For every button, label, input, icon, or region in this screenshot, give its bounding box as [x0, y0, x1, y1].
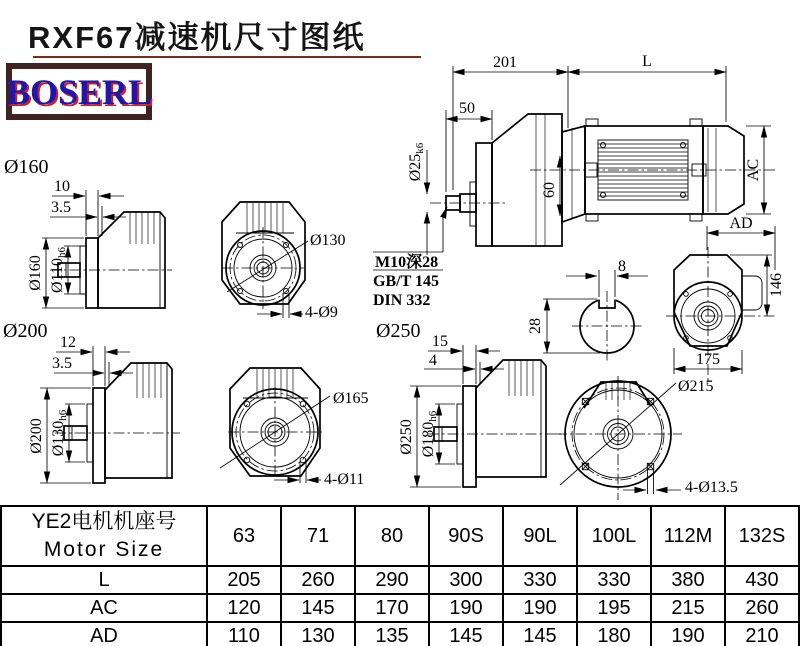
- motor-flange-mount-view: [556, 376, 738, 500]
- bolt-circle-215-label: Ø215: [678, 378, 714, 395]
- flange250-side-view: [376, 320, 562, 487]
- col-header: 90L: [503, 506, 577, 566]
- dim-146-label: 146: [768, 273, 785, 297]
- table-cell: 195: [577, 594, 651, 622]
- header-line-en: Motor Size: [43, 538, 165, 561]
- flange250-dim15-label: 15: [432, 333, 448, 350]
- table-row-AC: [1, 594, 799, 622]
- flange200-label: Ø200: [3, 320, 48, 342]
- header-line-cn: YE2电机机座号: [31, 509, 177, 533]
- table-row-L: [1, 566, 799, 594]
- shaft-dia-label: Ø25k6: [407, 142, 426, 182]
- dim-ad-label: AD: [729, 215, 753, 232]
- dim-l-label: L: [642, 53, 652, 70]
- dim-175-label: 175: [696, 351, 720, 368]
- page-title: RXF67减速机尺寸图纸: [28, 20, 366, 55]
- table-cell: 430: [725, 566, 799, 594]
- flange200-dim35-label: 3.5: [52, 355, 72, 372]
- key-width-label: 8: [618, 258, 626, 275]
- flange200-dim12-label: 12: [60, 334, 76, 351]
- table-row-AD: [1, 622, 799, 646]
- table-cell: 145: [503, 622, 577, 646]
- table-cell: 260: [281, 566, 355, 594]
- flange160-side-view: [4, 156, 172, 308]
- flange160-dim35-label: 3.5: [51, 199, 71, 216]
- flange200-outer-label: Ø200: [28, 418, 45, 454]
- table-cell: 145: [281, 594, 355, 622]
- dim-ac-label: AC: [745, 158, 762, 182]
- shaft-key-section: [527, 258, 648, 361]
- logo-text: BOSERL: [5, 71, 153, 112]
- gearmotor-side-view: [407, 53, 775, 255]
- table-cell: 120: [207, 594, 281, 622]
- table-cell: 380: [651, 566, 725, 594]
- flange200-front-view: [220, 368, 369, 488]
- shaft-thread-note: [373, 207, 447, 309]
- col-header: 63: [207, 506, 281, 566]
- table-cell: 205: [207, 566, 281, 594]
- holes-13-5-label: 4-Ø13.5: [685, 479, 738, 496]
- row-label: AD: [1, 622, 207, 646]
- flange200-spigot-label: Ø130h6: [50, 409, 69, 457]
- table-cell: 145: [429, 622, 503, 646]
- dim-60-label: 60: [541, 182, 558, 198]
- table-cell: 330: [503, 566, 577, 594]
- table-cell: 130: [281, 622, 355, 646]
- table-cell: 180: [577, 622, 651, 646]
- table-cell: 170: [355, 594, 429, 622]
- table-cell: 190: [429, 594, 503, 622]
- col-header: 100L: [577, 506, 651, 566]
- flange250-dim4-label: 4: [429, 352, 437, 369]
- flange200-side-view: [3, 320, 180, 483]
- table-cell: 190: [503, 594, 577, 622]
- col-header: 71: [281, 506, 355, 566]
- row-label: AC: [1, 594, 207, 622]
- flange160-front-view: [222, 202, 346, 321]
- table-cell: 215: [651, 594, 725, 622]
- table-cell: 135: [355, 622, 429, 646]
- flange160-boltcircle-label: Ø130: [310, 232, 346, 249]
- table-cell: 210: [725, 622, 799, 646]
- table-cell: 110: [207, 622, 281, 646]
- gearbox-rear-view: [666, 215, 785, 384]
- flange200-holes-label: 4-Ø11: [324, 471, 365, 488]
- flange250-outer-label: Ø250: [398, 419, 415, 455]
- flange160-outer-label: Ø160: [27, 255, 44, 291]
- thread-note-line1: M10深28: [375, 254, 439, 271]
- table-cell: 330: [577, 566, 651, 594]
- dim-50-label: 50: [459, 100, 475, 117]
- key-height-label: 28: [527, 318, 544, 334]
- flange200-boltcircle-label: Ø165: [333, 390, 369, 407]
- col-header: 90S: [429, 506, 503, 566]
- flange250-label: Ø250: [376, 320, 421, 342]
- col-header: 80: [355, 506, 429, 566]
- flange160-label: Ø160: [4, 156, 49, 178]
- thread-note-line2: GB/T 145: [373, 273, 439, 290]
- table-cell: 300: [429, 566, 503, 594]
- table-header-motor-size: [1, 506, 207, 566]
- table-cell: 290: [355, 566, 429, 594]
- dim-201-label: 201: [493, 54, 517, 71]
- flange160-spigot-label: Ø110h6: [49, 247, 68, 293]
- motor-size-table: [0, 505, 800, 646]
- col-header: 132S: [725, 506, 799, 566]
- col-header: 112M: [651, 506, 725, 566]
- flange160-holes-label: 4-Ø9: [305, 304, 338, 321]
- table-header-row: [1, 506, 799, 566]
- flange250-spigot-label: Ø180h6: [420, 410, 439, 458]
- row-label: L: [1, 566, 207, 594]
- table-cell: 260: [725, 594, 799, 622]
- thread-note-line3: DIN 332: [373, 292, 431, 309]
- table-cell: 190: [651, 622, 725, 646]
- flange160-dim10-label: 10: [54, 178, 70, 195]
